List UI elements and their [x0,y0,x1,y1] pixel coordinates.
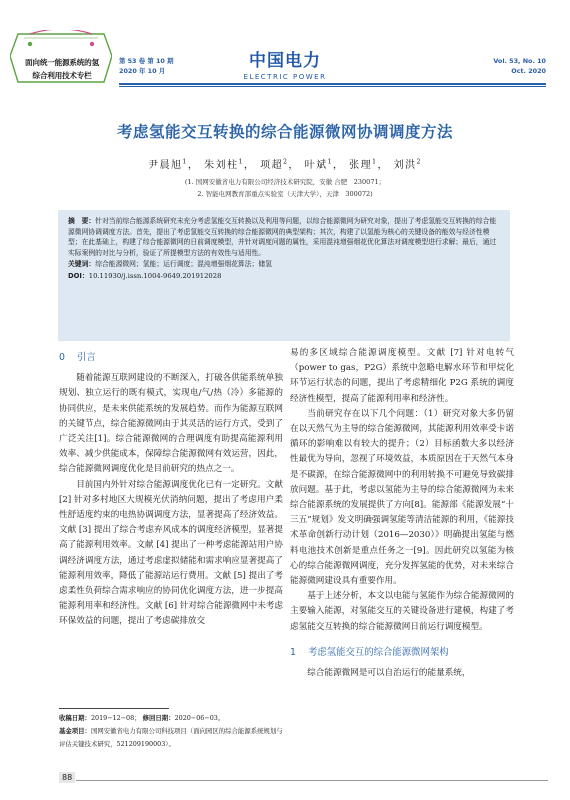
affiliation-1: (1. 国网安徽省电力有限公司经济技术研究院，安徽 合肥 230071； [184,178,386,186]
journal-header [0,0,570,96]
body-paragraph: 当前研究存在以下几个问题：（1）研究对象大多仍留在以天然气为主导的综合能源微网，其能源利用效率受卡诺循环的影响难以有较大的提升；（2）目标函数大多以经济性最优为导向，忽视了环境效益，本质原因在于天然气本身是不碳源，在综合能源微网中的利用转换不可避免导致碳排放问题。基于此，考虑以氢能为主导的综合能源微网为未来综合能源系统的发展提供了方向[8]。能源部《能源发展“十三五”规划》发文明确强调氢能等清洁能源的利用，《能源技术革命创新行动计划（2016—2030）》明确提出氢能与燃料电池技术创新是重点任务之一[9]。因此研究以氢能为核心的综合能源微网调度，充分发挥氢能的优势，对未来综合能源微网建设具有重要作用。 [290,408,514,587]
journal-masthead [200,46,370,81]
fund-label: 基金项目： [59,727,91,735]
abstract-label: 摘 要： [68,217,96,225]
section-1-title: 考虑氢能交互的综合能源微网架构 [307,646,449,658]
article-title: 考虑氢能交互转换的综合能源微网协调调度方法 [116,123,453,141]
received-date: 2019−12−08； [90,714,141,722]
body-paragraph: 易的多区域综合能源调度模型。文献 [7] 针对电转气（power to gas，P2G）系统中忽略电解水环节和甲烷化环节运行状态的问题，提出了考虑精细化 P2G 系统的调度经济性模型，提高了能源利用率和经济性。 [290,348,514,404]
doi [68,271,500,282]
header-rule-thin [119,86,546,87]
fund-text: 国网安徽省电力有限公司科技项目（面向园区的综合能源系统规划与评估关键技术研究，521209190003）。 [59,727,283,748]
journal-name-cn: 中国电力 [249,51,321,71]
abstract-text: 针对当前综合能源系统研究未充分考虑氢能交互转换以及利用等问题，以综合能源微网为研究对象，提出了考虑氢能交互转换的综合能源微网协调调度方法。首先，提出了考虑氢能交互转换的综合能源微网的典型架构；其次，构建了以氢能为核心的关键设备的能效与经济性模型；在此基础上，构建了综合能源微网的日前调度模型，并针对调度问题的属性，采用混沌增强烟花优化算法对调度模型进行求解；最后，通过实际案例的对比与分析，验证了所提模型方法的有效性与适用性。 [68,217,497,257]
author-4: 叶斌$^1$ [304,158,333,171]
affiliation-2: 2. 智能电网教育部重点实验室（天津大学），天津 300072) [197,190,373,198]
body-paragraph: 综合能源微网是可以自治运行的能量系统， [307,668,471,679]
fund-line [59,725,289,751]
section-0-number: 0 [59,352,65,363]
badge-line-1: 面向统一能源系统的氢 [25,58,99,67]
author-1: 尹晨旭$^1$ [148,158,188,171]
author-3: 项超$^2$ [260,158,289,171]
revised-date: 2020−06−03。 [174,714,225,722]
footnote-rule [59,708,169,709]
volume-cn [119,56,173,76]
section-0-heading [59,350,283,365]
right-column [290,346,514,681]
badge-line-2: 综合利用技术专栏 [32,71,92,80]
received-label: 收稿日期： [59,714,91,722]
author-6: 刘洪$^2$ [393,158,422,171]
page-number: 88 [59,772,75,783]
keywords [68,259,500,270]
page-footer-rule [76,780,548,781]
author-2: 朱刘柱$^1$ [204,158,244,171]
body-paragraph: 基于上述分析，本文以电能与氢能作为综合能源微网的主要输入能源，对氢能交互的关键设备进行建模，构建了考虑氢能交互转换的综合能源微网日前运行调度模型。 [290,591,514,632]
section-1-heading [290,645,514,660]
abstract [68,216,500,258]
header-rule [119,83,546,85]
doi-link[interactable]: 10.11930/j.issn.1004-9649.201912028 [88,271,222,280]
column-badge [10,30,112,86]
volume-issue-cn: 第 53 卷 第 10 期 [119,57,174,65]
volume-issue-en: Vol. 53, No. 10 [493,57,546,65]
body-paragraph: 随着能源互联网建设的不断深入，打破各供能系统单独规划、独立运行的既有模式，实现电/气/热（冷）多能源的协同供应，是未来供能系统的发展趋势。而作为能源互联网的关键节点，综合能源微网由于其灵活的运行方式，受到了广泛关注[1]。综合能源微网的合理调度有助提高能源利用效率、减少供能成本，保障综合能源微网有效运营，因此，综合能源微网调度优化是目前研究的热点之一。 [59,373,283,475]
keywords-label: 关键词： [68,260,96,269]
section-0-title: 引言 [76,352,96,363]
doi-label: DOI： [68,271,89,280]
left-column [59,346,283,630]
body-paragraph: 目前国内外针对综合能源调度优化已有一定研究。文献 [2] 针对多村地区大规模光伏消纳问题，提出了考虑用户柔性舒适度约束的电热协调调度方法，显著提高了经济效益。文献 [3] 提出了综合考虑弃风成本的调度经济模型，显著提高了能源利用效率。文献 [4] 提出了一种考虑能源站用户协调经济调度方法，通过考虑虚拟储能和需求响应显著提高了能源利用效率，降低了能源站运行费用。文献 [5] 提出了考虑柔性负荷综合需求响应的协同优化调度方法，进一步提高能源利用率和经济性。文献 [6] 针对综合能源微网中未考虑环保效益的问题，提出了考虑碳排放交 [59,479,283,627]
abstract-box [58,210,510,341]
footnote [59,712,289,751]
date-cn: 2020 年 10 月 [119,67,166,75]
volume-en [493,56,546,76]
author-5: 张理$^1$ [349,158,378,171]
dates-line [59,712,289,725]
keywords-text: 综合能源微网；氢能；运行调度；混沌增强烟花算法；储氢 [95,260,272,269]
author-list: 尹晨旭$^1$， 朱刘柱$^1$， 项超$^2$， 叶斌$^1$， 张理$^1$， 刘洪$^2$ [148,158,422,171]
date-en: Oct. 2020 [511,67,546,75]
revised-label: 修回日期： [142,714,175,722]
journal-name-en: ELECTRIC POWER [243,73,327,81]
section-1-number: 1 [290,646,296,658]
